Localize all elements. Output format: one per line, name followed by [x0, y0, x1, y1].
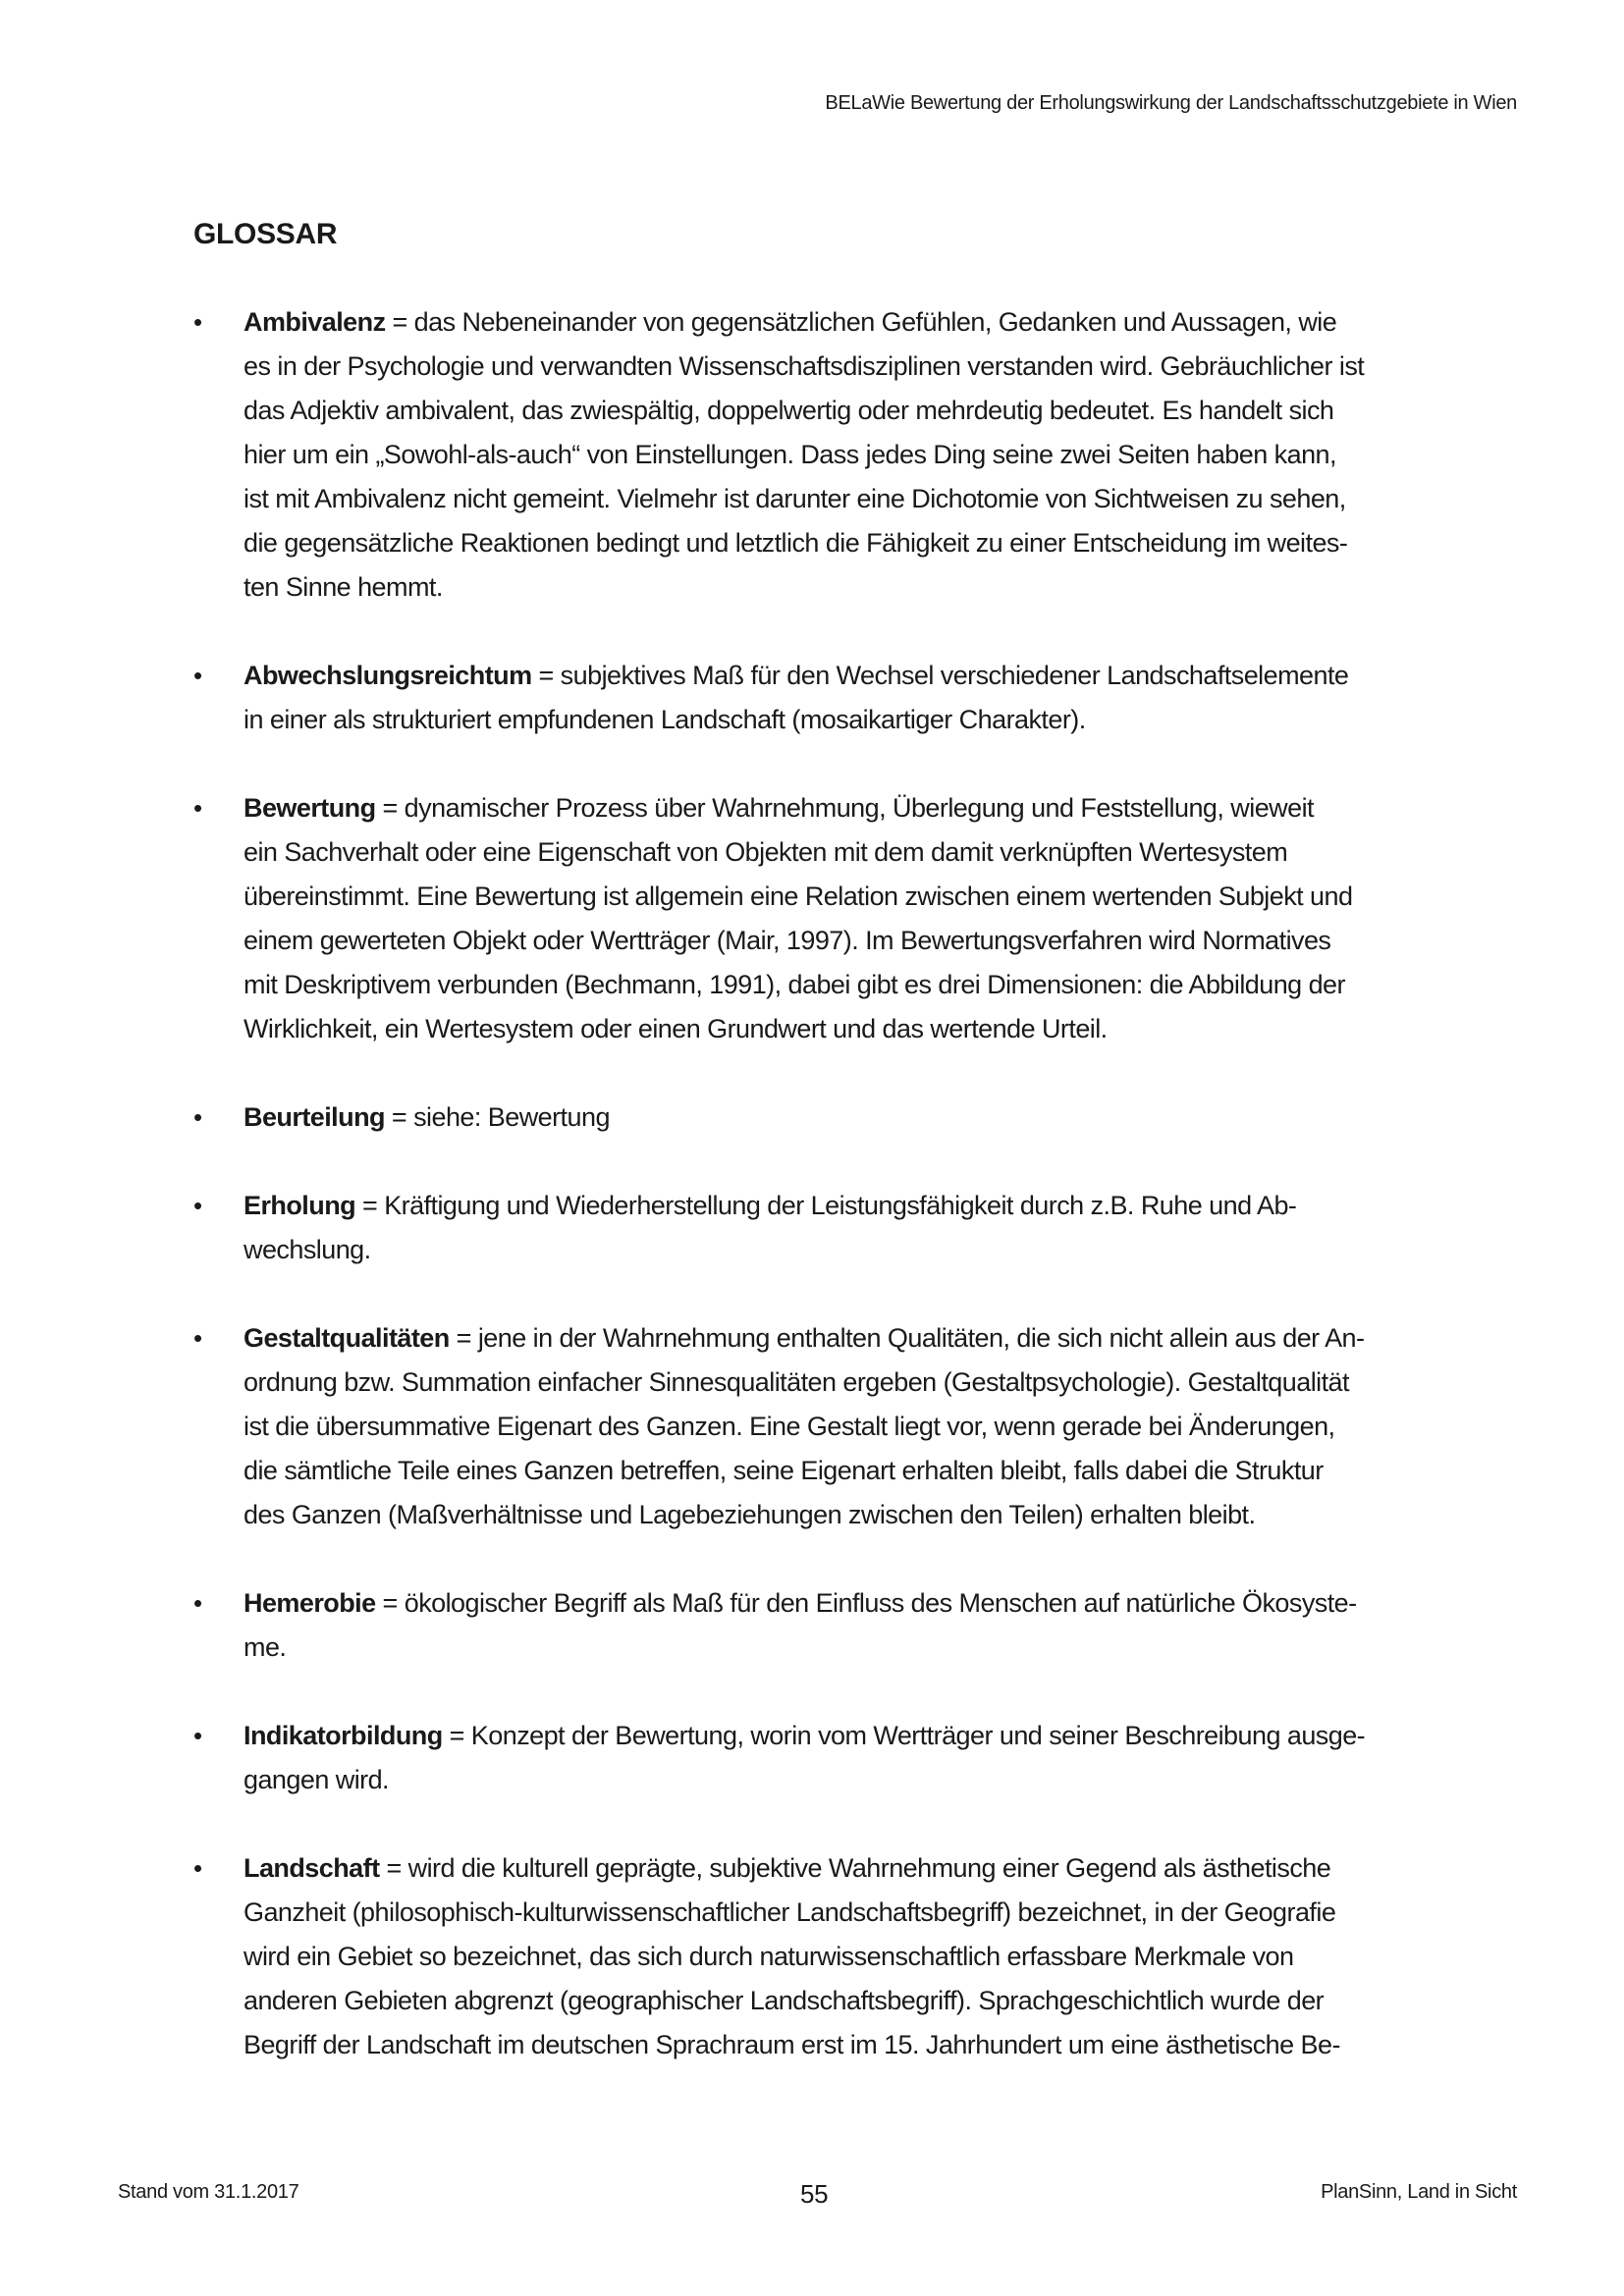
entry-line — [244, 521, 1470, 565]
definition-text: gangen wird. — [244, 1765, 390, 1794]
entry-line — [244, 565, 1470, 610]
bullet-icon: • — [193, 1191, 203, 1220]
footer-date: Stand vom 31.1.2017 — [118, 2181, 299, 2203]
entry-line — [244, 1581, 1470, 1626]
glossary-entry — [193, 1714, 1470, 1802]
definition-text: = dynamischer Prozess über Wahrnehmung, Überlegung und Feststellung, wieweit — [375, 793, 1314, 823]
definition-text: einem gewerteten Objekt oder Wertträger (Mair, 1997). Im Bewertungsverfahren wird Normatives — [244, 926, 1331, 955]
entry-line — [244, 433, 1470, 477]
bullet-icon: • — [193, 1588, 203, 1618]
definition-text: mit Deskriptivem verbunden (Bechmann, 1991), dabei gibt es drei Dimensionen: die Abbildung der — [244, 970, 1345, 999]
entry-line — [244, 830, 1470, 875]
entry-line — [244, 345, 1470, 389]
entry-line — [244, 1935, 1470, 1979]
glossary-entry — [193, 1846, 1470, 2067]
definition-text: in einer als strukturiert empfundenen Landschaft (mosaikartiger Charakter). — [244, 705, 1086, 734]
entry-line — [244, 1449, 1470, 1493]
entry-line — [244, 1007, 1470, 1051]
running-header: BELaWie Bewertung der Erholungswirkung der Landschaftsschutzgebiete in Wien — [825, 92, 1517, 114]
definition-text: übereinstimmt. Eine Bewertung ist allgemein eine Relation zwischen einem wertenden Subjekt und — [244, 881, 1353, 911]
definition-text: ten Sinne hemmt. — [244, 572, 443, 602]
definition-text: ein Sachverhalt oder eine Eigenschaft von Objekten mit dem damit verknüpften Wertesystem — [244, 837, 1288, 867]
entry-line — [244, 698, 1470, 742]
glossary-entry — [193, 786, 1470, 1051]
glossary-term: Indikatorbildung — [244, 1721, 443, 1750]
definition-text: = subjektives Maß für den Wechsel verschiedener Landschaftselemente — [531, 661, 1349, 690]
entry-line — [244, 919, 1470, 963]
bullet-icon: • — [193, 1853, 203, 1883]
definition-text: = Konzept der Bewertung, worin vom Wertträger und seiner Beschreibung ausge- — [442, 1721, 1366, 1750]
entry-line — [244, 1626, 1470, 1670]
entry-line — [244, 477, 1470, 521]
glossary-term: Bewertung — [244, 793, 376, 823]
entry-line — [244, 2023, 1470, 2067]
glossary-term: Gestaltqualitäten — [244, 1323, 450, 1353]
definition-text: Wirklichkeit, ein Wertesystem oder einen Grundwert und das wertende Urteil. — [244, 1014, 1108, 1043]
definition-text: ordnung bzw. Summation einfacher Sinnesqualitäten ergeben (Gestaltpsychologie). Gestaltqualität — [244, 1367, 1349, 1397]
definition-text: Ganzheit (philosophisch-kulturwissenschaftlicher Landschaftsbegriff) bezeichnet, in der Geografie — [244, 1897, 1336, 1927]
definition-text: = ökologischer Begriff als Maß für den Einfluss des Menschen auf natürliche Ökosyste- — [375, 1588, 1357, 1618]
glossary-term: Erholung — [244, 1191, 356, 1220]
entry-line — [244, 1405, 1470, 1449]
glossary-entry — [193, 1581, 1470, 1670]
definition-text: wird ein Gebiet so bezeichnet, das sich durch naturwissenschaftlich erfassbare Merkmale von — [244, 1942, 1294, 1971]
definition-text: ist die übersummative Eigenart des Ganzen. Eine Gestalt liegt vor, wenn gerade bei Änderungen, — [244, 1412, 1335, 1441]
entry-line — [244, 1493, 1470, 1537]
bullet-icon: • — [193, 1102, 203, 1132]
definition-text: = wird die kulturell geprägte, subjektive Wahrnehmung einer Gegend als ästhetische — [379, 1853, 1331, 1883]
definition-text: die sämtliche Teile eines Ganzen betreffen, seine Eigenart erhalten bleibt, falls dabei die Struktur — [244, 1456, 1324, 1485]
entry-line — [244, 654, 1470, 698]
definition-text: es in der Psychologie und verwandten Wissenschaftsdisziplinen verstanden wird. Gebräuchlicher ist — [244, 351, 1365, 381]
entry-line — [244, 1095, 1470, 1140]
bullet-icon: • — [193, 1721, 203, 1750]
glossary-list — [193, 300, 1470, 2111]
bullet-icon: • — [193, 793, 203, 823]
entry-line — [244, 300, 1470, 345]
footer-publisher: PlanSinn, Land in Sicht — [1321, 2181, 1517, 2203]
definition-text: wechslung. — [244, 1235, 371, 1264]
entry-line — [244, 1361, 1470, 1405]
definition-text: hier um ein „Sowohl-als-auch“ von Einstellungen. Dass jedes Ding seine zwei Seiten haben kann, — [244, 440, 1336, 469]
definition-text: = Kräftigung und Wiederherstellung der Leistungsfähigkeit durch z.B. Ruhe und Ab- — [355, 1191, 1297, 1220]
page-title: GLOSSAR — [193, 218, 338, 250]
definition-text: me. — [244, 1632, 287, 1662]
entry-line — [244, 1891, 1470, 1935]
definition-text: die gegensätzliche Reaktionen bedingt und letztlich die Fähigkeit zu einer Entscheidung im weites- — [244, 528, 1348, 558]
bullet-icon: • — [193, 307, 203, 337]
glossary-entry — [193, 1184, 1470, 1272]
glossary-term: Landschaft — [244, 1853, 380, 1883]
glossary-term: Abwechslungsreichtum — [244, 661, 532, 690]
definition-text: des Ganzen (Maßverhältnisse und Lagebeziehungen zwischen den Teilen) erhalten bleibt. — [244, 1500, 1256, 1529]
glossary-term: Hemerobie — [244, 1588, 376, 1618]
definition-text: ist mit Ambivalenz nicht gemeint. Vielmehr ist darunter eine Dichotomie von Sichtweisen zu sehen, — [244, 484, 1346, 513]
definition-text: = jene in der Wahrnehmung enthalten Qualitäten, die sich nicht allein aus der An- — [449, 1323, 1365, 1353]
entry-line — [244, 1714, 1470, 1758]
glossary-term: Beurteilung — [244, 1102, 385, 1132]
entry-line — [244, 1846, 1470, 1891]
bullet-icon: • — [193, 1323, 203, 1353]
entry-line — [244, 1979, 1470, 2023]
definition-text: anderen Gebieten abgrenzt (geographischer Landschaftsbegriff). Sprachgeschichtlich wurde der — [244, 1986, 1325, 2015]
entry-line — [244, 1228, 1470, 1272]
glossary-entry — [193, 1316, 1470, 1537]
definition-text: = siehe: Bewertung — [384, 1102, 610, 1132]
definition-text: das Adjektiv ambivalent, das zwiespältig, doppelwertig oder mehrdeutig bedeutet. Es handelt sich — [244, 396, 1334, 425]
glossary-term: Ambivalenz — [244, 307, 386, 337]
glossary-entry — [193, 1095, 1470, 1140]
glossary-entry — [193, 654, 1470, 742]
entry-line — [244, 1184, 1470, 1228]
entry-line — [244, 963, 1470, 1007]
entry-line — [244, 1316, 1470, 1361]
entry-line — [244, 786, 1470, 830]
definition-text: = das Nebeneinander von gegensätzlichen Gefühlen, Gedanken und Aussagen, wie — [385, 307, 1337, 337]
bullet-icon: • — [193, 661, 203, 690]
definition-text: Begriff der Landschaft im deutschen Sprachraum erst im 15. Jahrhundert um eine ästhetische Be- — [244, 2030, 1340, 2059]
entry-line — [244, 875, 1470, 919]
glossary-entry — [193, 300, 1470, 610]
entry-line — [244, 1758, 1470, 1802]
page-number: 55 — [800, 2179, 829, 2209]
entry-line — [244, 389, 1470, 433]
